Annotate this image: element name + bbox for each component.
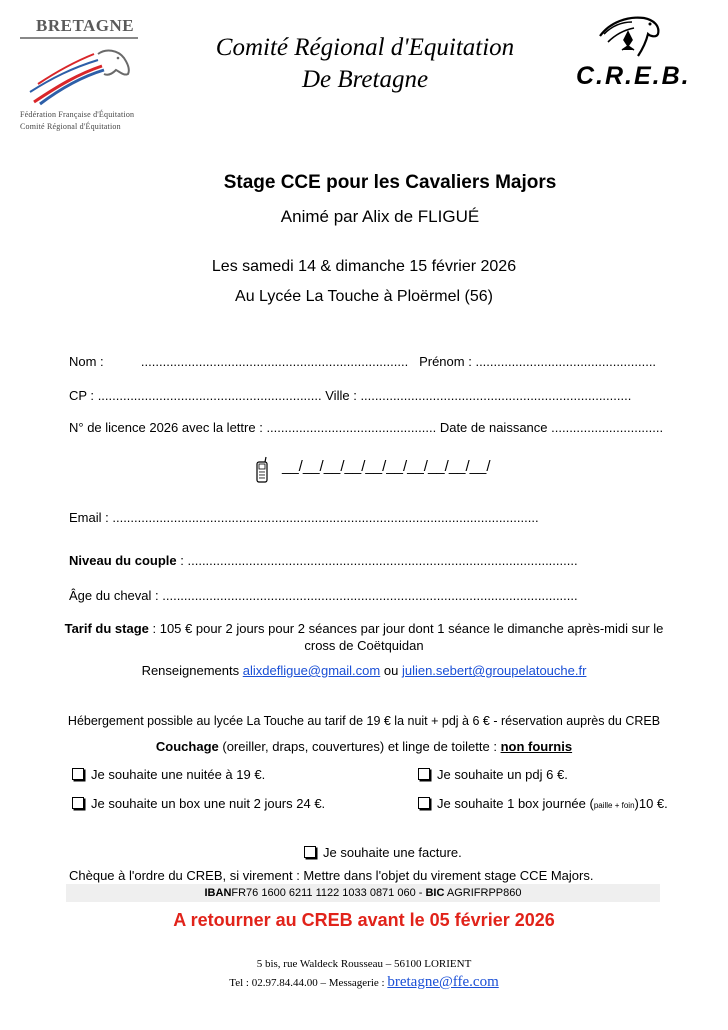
option-facture[interactable] <box>304 845 462 860</box>
age-label: Âge du cheval : <box>69 588 159 603</box>
bic-value: AGRIFRPP860 <box>444 887 522 899</box>
nom-label: Nom : <box>69 354 104 369</box>
couchage-label: Couchage <box>155 739 219 754</box>
couchage-text: (oreiller, draps, couvertures) et linge de toilette : <box>218 739 497 754</box>
email-field[interactable]: ...................................................................................................................... <box>112 510 539 525</box>
form-row-age <box>69 588 578 603</box>
iban-label: IBAN <box>204 887 232 899</box>
box-journee-label-small: paille + foin <box>593 801 635 810</box>
stage-title: Stage CCE pour les Cavaliers Majors <box>223 172 557 193</box>
mobile-phone-icon <box>254 456 270 484</box>
form-row-email <box>69 510 539 525</box>
facture-label: Je souhaite une facture. <box>323 845 462 860</box>
ville-field[interactable]: ........................................................................... <box>360 388 632 403</box>
form-row-niveau <box>69 553 578 568</box>
ville-label: Ville : <box>325 388 357 403</box>
pdj-checkbox[interactable] <box>418 768 430 780</box>
tarif-text1: : 105 € pour 2 jours pour 2 séances par jour dont 1 séance le dimanche après-midi sur le <box>148 621 664 636</box>
deadline-notice: A retourner au CREB avant le 05 février 2026 <box>173 910 555 930</box>
footer-contact <box>0 974 728 991</box>
stage-location: Au Lycée La Touche à Ploërmel (56) <box>235 288 493 305</box>
renseignements-label: Renseignements <box>141 663 240 678</box>
renseignements-line <box>0 663 728 678</box>
ffe-horse-logo-icon <box>28 40 140 108</box>
nom-field[interactable]: .......................................................................... <box>140 354 409 369</box>
footer-email-link[interactable]: bretagne@ffe.com <box>387 974 499 990</box>
option-pdj[interactable] <box>418 767 568 782</box>
box-journee-checkbox[interactable] <box>418 797 430 809</box>
option-box-journee[interactable] <box>418 796 668 811</box>
ffe-federation-line: Fédération Française d'Équitation <box>20 110 135 119</box>
committee-title-line1: Comité Régional d'Equitation <box>215 34 515 61</box>
facture-checkbox[interactable] <box>304 846 316 858</box>
niveau-sep: : <box>176 553 184 568</box>
box-nuit-checkbox[interactable] <box>72 797 84 809</box>
ffe-brand-name: BRETAGNE <box>36 16 135 35</box>
footer-tel: Tel : 02.97.84.44.00 – Messagerie : <box>229 977 385 989</box>
contact-email-julien[interactable]: julien.sebert@groupelatouche.fr <box>401 663 587 678</box>
stage-host: Animé par Alix de FLIGUÉ <box>280 207 480 226</box>
nuitee-label: Je souhaite une nuitée à 19 €. <box>91 767 266 782</box>
bic-label: BIC <box>425 887 445 899</box>
form-row-nom <box>69 354 656 369</box>
tarif-line2: cross de Coëtquidan <box>304 638 424 653</box>
cp-label: CP : <box>69 388 95 403</box>
form-row-cp <box>69 388 631 403</box>
committee-title <box>160 32 570 96</box>
box-journee-label-post: )10 €. <box>634 796 668 811</box>
iban-value: FR76 1600 6211 1122 1033 0871 060 <box>231 887 416 899</box>
ffe-comite-line: Comité Régional d'Équitation <box>20 122 121 131</box>
phone-field[interactable]: __/__/__/__/__/__/__/__/__/__/ <box>282 458 491 475</box>
committee-title-line2: De Bretagne <box>301 66 429 93</box>
ffe-logo-rule <box>20 37 138 39</box>
cp-field[interactable]: .............................................................. <box>97 388 322 403</box>
footer-address: 5 bis, rue Waldeck Rousseau – 56100 LORIENT <box>256 958 472 970</box>
creb-horse-logo-icon <box>594 12 664 60</box>
bank-sep: - <box>415 887 426 899</box>
email-label: Email : <box>69 510 109 525</box>
contact-email-alix[interactable]: alixdefligue@gmail.com <box>242 663 381 678</box>
tarif-label: Tarif du stage <box>64 621 149 636</box>
prenom-field[interactable]: .................................................. <box>475 354 657 369</box>
licence-field[interactable]: ............................................... <box>266 420 437 435</box>
option-box-nuit[interactable] <box>72 796 325 811</box>
stage-dates: Les samedi 14 & dimanche 15 février 2026 <box>211 258 517 275</box>
licence-label: N° de licence 2026 avec la lettre : <box>69 420 263 435</box>
hebergement-text: Hébergement possible au lycée La Touche au tarif de 19 € la nuit + pdj à 6 € - réservation auprès du CREB <box>67 714 661 728</box>
box-journee-label-pre: Je souhaite 1 box journée ( <box>437 796 594 811</box>
age-field[interactable]: ................................................................................................................... <box>162 588 578 603</box>
creb-acronym: C.R.E.B. <box>576 62 691 90</box>
naissance-label: Date de naissance <box>439 420 548 435</box>
niveau-field[interactable]: ............................................................................................................ <box>187 553 578 568</box>
non-fournis: non fournis <box>500 739 573 754</box>
naissance-field[interactable]: ............................... <box>551 420 664 435</box>
bank-details <box>66 884 660 902</box>
tarif-line1 <box>0 621 728 636</box>
cheque-text: Chèque à l'ordre du CREB, si virement : Mettre dans l'objet du virement stage CCE Majors. <box>69 868 594 883</box>
renseignements-or: ou <box>383 663 399 678</box>
pdj-label: Je souhaite un pdj 6 €. <box>437 767 568 782</box>
nuitee-checkbox[interactable] <box>72 768 84 780</box>
couchage-line <box>0 739 728 754</box>
box-nuit-label: Je souhaite un box une nuit 2 jours 24 €. <box>91 796 326 811</box>
prenom-label: Prénom : <box>419 354 472 369</box>
niveau-label: Niveau du couple <box>69 553 177 568</box>
form-row-licence <box>69 420 663 435</box>
option-nuitee[interactable] <box>72 767 265 782</box>
